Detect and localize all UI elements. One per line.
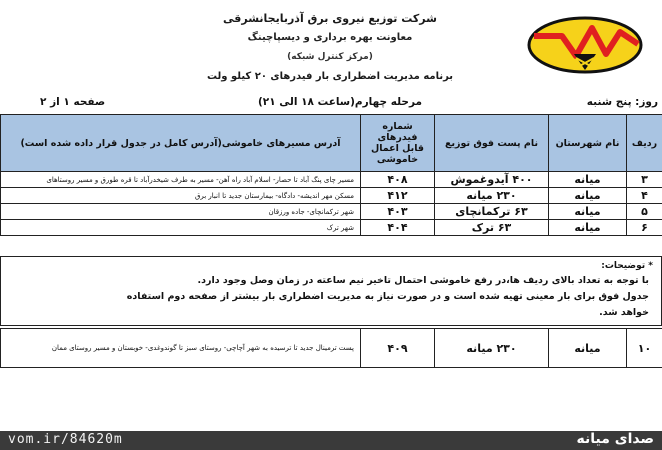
table-row <box>1 220 662 236</box>
program-title: برنامه مدیریت اضطراری بار فیدرهای ۲۰ کیلو ولت <box>206 71 454 82</box>
cell-city: میانه <box>549 220 627 236</box>
note-line: خواهد شد. <box>599 307 649 318</box>
electricity-company-logo-icon <box>526 14 644 76</box>
notes-title: * توضیحات: <box>601 261 653 271</box>
info-bar <box>0 92 662 114</box>
cell-address: شهر ترکمانچای- جاده ورزقان <box>1 204 361 220</box>
cell-city: میانه <box>549 188 627 204</box>
cell-city: میانه <box>549 204 627 220</box>
table-row <box>1 329 662 368</box>
table-row <box>1 172 662 188</box>
note-line: جدول فوق برای بار معینی تهیه شده است و در صورت نیاز به مدیریت اضطراری بار بیشتر از صفحه دوم استفاده <box>126 291 649 302</box>
watermark-bar <box>0 431 662 450</box>
table-row <box>1 204 662 220</box>
cell-row-number: ۱۰ <box>627 329 662 368</box>
page-number: صفحه ۱ از ۲ <box>40 96 106 108</box>
column-header-substation: نام پست فوق توزیع <box>435 115 549 172</box>
cell-row-number: ۶ <box>627 220 662 236</box>
cell-row-number: ۴ <box>627 188 662 204</box>
cell-substation: ۲۳۰ میانه <box>435 329 549 368</box>
cell-feeder: ۴۱۲ <box>361 188 435 204</box>
cell-substation: ۶۳ ترک <box>435 220 549 236</box>
cell-address: مسیر چای پنگ آباد تا حصار- اسلام آباد راه آهن- مسیر به طرف شیخدرآباد تا قره طورق و مسیر روستاهای <box>1 172 361 188</box>
table-row <box>1 188 662 204</box>
column-header-city: نام شهرستان <box>549 115 627 172</box>
center-name: (مرکز کنترل شبکه) <box>287 52 373 62</box>
cell-feeder: ۴۰۴ <box>361 220 435 236</box>
column-header-row-number: ردیف <box>627 115 662 172</box>
column-header-address: آدرس مسیرهای خاموشی(آدرس کامل در جدول قرار داده شده است) <box>1 115 361 172</box>
table-header-row <box>1 115 662 172</box>
deputy-name: معاونت بهره برداری و دیسپاچینگ <box>247 32 413 43</box>
document-header <box>0 0 662 92</box>
cell-city: میانه <box>549 329 627 368</box>
cell-row-number: ۳ <box>627 172 662 188</box>
cell-address: شهر ترک <box>1 220 361 236</box>
watermark-url: vom.ir/84620m <box>8 432 123 447</box>
notes-box <box>0 256 662 326</box>
column-header-feeder: شماره فیدرهای قابل اعمال خاموشی <box>361 115 435 172</box>
stage-label: مرحله چهارم(ساعت ۱۸ الی ۲۱) <box>257 96 423 108</box>
cell-substation: ۶۳ ترکمانچای <box>435 204 549 220</box>
outage-table <box>0 114 662 236</box>
cell-substation: ۲۳۰ میانه <box>435 188 549 204</box>
cell-row-number: ۵ <box>627 204 662 220</box>
watermark-brand: صدای میانه <box>576 431 654 447</box>
cell-address: مسکن مهر اندیشه- دادگاه- بیمارستان جدید تا انبار برق <box>1 188 361 204</box>
cell-feeder: ۴۰۳ <box>361 204 435 220</box>
extra-outage-table <box>0 328 662 368</box>
cell-city: میانه <box>549 172 627 188</box>
company-name: شرکت توزیع نیروی برق آذربایجانشرقی <box>223 12 437 25</box>
cell-feeder: ۴۰۸ <box>361 172 435 188</box>
cell-substation: ۴۰۰ آیدوغموش <box>435 172 549 188</box>
day-label: روز: پنج شنبه <box>586 96 658 108</box>
cell-address: پست ترمینال جدید تا ترسیده به شهر آچاچی- روستای سبز تا گوندوغدی- خوبستان و مسیر روستای ممان <box>1 329 361 368</box>
note-line: با توجه به تعداد بالای ردیف ها،در رفع خاموشی احتمال تاخیر نیم ساعته در زمان وصل وجود دارد. <box>197 275 649 286</box>
cell-feeder: ۴۰۹ <box>361 329 435 368</box>
